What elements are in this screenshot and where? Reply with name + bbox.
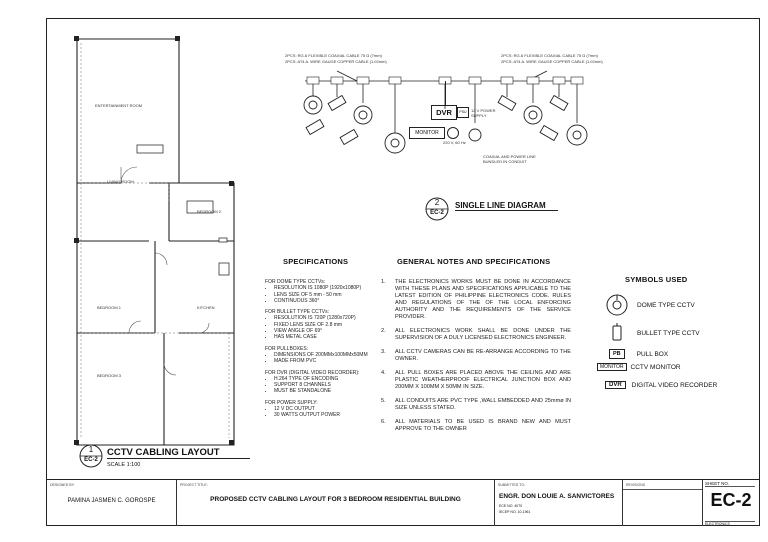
symbol-monitor-label: CCTV MONITOR: [630, 363, 681, 371]
cable-note-right-2: 2PCS: AT4 A. WIRE GAUGE COPPER CABLE (1.02mm): [501, 59, 603, 64]
revisions-label: REVISIONS: [626, 483, 646, 487]
dvr-box: DVR: [431, 105, 457, 120]
spec-group-items: [265, 406, 385, 419]
project-title: PROPOSED CCTV CABLING LAYOUT FOR 3 BEDROOM RESIDENTIAL BUILDING: [210, 496, 461, 503]
general-note-text: THE ELECTRONICS WORKS MUST BE DONE IN ACCORDANCE WITH THESE PLANS AND SPECIFICATIONS APPLICABLE TO THE LATEST EDITION OF PHILIPPINE ELECTRONICS CODE. RULES AND REGULATIONS OF THE OF THE LOCAL ENFORCING AUTHORITY AND THE REQUIREMENTS OF THE SERVICE PROVIDER.: [395, 279, 571, 320]
spec-item: • MUST BE STANDALONE: [274, 388, 385, 394]
sheet-subtitle: ELECTRONICS: [705, 521, 755, 526]
bubble-2-number: 2: [434, 198, 440, 207]
engineer-iecep-no: IECEP NO. 10-1961: [499, 510, 531, 514]
title-block: [47, 479, 759, 526]
dome-camera-icon: [605, 293, 629, 317]
specifications-list: [265, 279, 385, 419]
project-cell: [177, 480, 495, 526]
symbol-monitor: [597, 363, 681, 371]
general-note-text: ALL CCTV CAMERAS CAN BE RE-ARRANGE ACCORDING TO THE OWNER.: [395, 349, 571, 362]
outlet-icon: [447, 127, 459, 139]
project-label: PROJECT TITLE:: [180, 483, 208, 487]
general-note-number: 3.: [381, 349, 386, 355]
general-notes-list: [381, 279, 571, 440]
general-note: [381, 349, 571, 363]
general-note-text: ALL CONDUITS ARE PVC TYPE ,WALL EMBEDDED AND 25mmø IN SIZE UNLESS STATED.: [395, 398, 571, 411]
sheet-number: EC-2: [710, 490, 752, 510]
spec-item: • DIMENSIONS OF 200MMx100MMx50MM: [274, 352, 385, 358]
submitted-label: SUBMITTED TO:: [498, 483, 525, 487]
symbol-dvr-label: DIGITAL VIDEO RECORDER: [631, 381, 718, 389]
general-note-number: 1.: [381, 279, 386, 285]
room-label-kitchen: KITCHEN: [197, 305, 215, 310]
symbol-dome-label: DOME TYPE CCTV: [637, 301, 695, 309]
conduit-note: COAXIAL AND POWER LINE BUNDLED IN CONDUIT: [483, 154, 536, 164]
room-label-bedroom1: BEDROOM 1: [97, 305, 122, 310]
symbols-title: SYMBOLS USED: [625, 275, 688, 284]
designer-label: DESIGNED BY:: [50, 483, 75, 487]
general-note-number: 6.: [381, 419, 386, 425]
specifications-title: SPECIFICATIONS: [283, 257, 349, 266]
spec-item: • LENS SIZE OF 5 mm - 50 mm: [274, 292, 385, 298]
general-notes-title: GENERAL NOTES AND SPECIFICATIONS: [397, 257, 551, 266]
spec-group-heading: FOR DVR (DIGITAL VIDEO RECORDER):: [265, 369, 360, 376]
dvr-drop-line: [445, 81, 446, 105]
spec-item: • VIEW ANGLE OF 69°: [274, 328, 385, 334]
monitor-tag: MONITOR: [597, 363, 627, 371]
designer-name: PAMINA JASMEN C. GOROSPE: [67, 498, 156, 504]
general-note-number: 5.: [381, 398, 386, 404]
spec-group-items: [265, 285, 385, 304]
floor-plan: [69, 33, 269, 463]
spec-item: • FIXED LENS SIZE OF 2.8 mm: [274, 322, 385, 328]
cable-note-right-1: 2PCS: RG-6 FLEXIBLE COAXIAL CABLE 75 Ω (7mm): [501, 53, 598, 58]
general-note-text: ALL PULL BOXES ARE PLACED ABOVE THE CEILING AND ARE PLASTIC WEATHERPROOF ELECTRICAL JUNCTION BOX AND 200MM X 100MM X 50MM IN SIZE.: [395, 370, 571, 390]
general-note-text: ALL ELECTRONICS WORK SHALL BE DONE UNDER THE SUPERVISION OF A DULY LICENSED ELECTRONICS ENGINEER.: [395, 328, 571, 341]
symbol-bullet: [609, 323, 700, 343]
outlet-label: 220 V, 60 Hz: [443, 140, 466, 145]
general-note: [381, 370, 571, 391]
general-note-text: ALL MATERIALS TO BE USED IS BRAND NEW AND MUST APPROVE TO THE OWNER: [395, 419, 571, 432]
room-label-bedroom3: BEDROOM 3: [97, 373, 122, 378]
cable-note-left-1: 2PCS: RG-6 FLEXIBLE COAXIAL CABLE 75 Ω (7mm): [285, 53, 382, 58]
spec-group-heading: FOR POWER SUPPLY:: [265, 399, 318, 406]
spec-group-items: [265, 352, 385, 365]
bullet-camera-icon: [609, 323, 625, 343]
spec-group-heading: FOR PULLBOXES:: [265, 345, 309, 352]
engineer-ece-no: ECE NO. 4070: [499, 504, 523, 508]
bubble-2-sheet: EC-2: [430, 210, 444, 216]
spec-item: • 30 WATTS OUTPUT POWER: [274, 412, 385, 418]
sheet-cell: [703, 480, 759, 526]
room-label-living: LIVING ROOM: [107, 179, 134, 184]
monitor-box: MONITOR: [409, 127, 445, 139]
cable-note-left-2: 2PCS: AT4 A. WIRE GAUGE COPPER CABLE (1.02mm): [285, 59, 387, 64]
bubble-1-sheet: EC-2: [84, 457, 98, 463]
general-note: [381, 419, 571, 433]
symbol-pullbox: [609, 349, 668, 359]
submitted-cell: [495, 480, 623, 526]
engineer-name: ENGR. DON LOUIE A. SANVICTORES: [499, 493, 615, 500]
sheet-label: SHEET NO.: [705, 481, 755, 487]
revisions-cell: [623, 480, 703, 526]
psu-box: PSU: [457, 107, 469, 118]
spec-item: • SUPPORT 8 CHANNELS: [274, 382, 385, 388]
drawing-sheet: [46, 18, 760, 526]
bubble-1-number: 1: [88, 445, 94, 454]
spec-item: • RESOLUTION IS 720P (1280x720P): [274, 315, 385, 321]
spec-item: • RESOLUTION IS 1080P (1920x1080P): [274, 285, 385, 291]
symbol-dome: [605, 293, 695, 317]
general-note-number: 4.: [381, 370, 386, 376]
general-note: [381, 328, 571, 342]
pullbox-tag: PB: [609, 349, 625, 359]
general-note: [381, 398, 571, 412]
spec-group-items: [265, 315, 385, 340]
room-label-bedroom2: BEDROOM 2: [197, 209, 222, 214]
spec-item: • H.264 TYPE OF ENCODING: [274, 376, 385, 382]
spec-item: • HAS METAL CASE: [274, 334, 385, 340]
symbol-dvr: [605, 381, 717, 389]
general-note-number: 2.: [381, 328, 386, 334]
spec-item: • CONTINUOUS 360°: [274, 298, 385, 304]
dvr-tag: DVR: [605, 381, 626, 389]
floor-plan-scale: SCALE 1:100: [107, 462, 141, 468]
symbol-pullbox-label: PULL BOX: [636, 350, 669, 358]
room-label-entertainment: ENTERTAINMENT ROOM: [95, 103, 143, 108]
psu-label: 12 V POWER SUPPLY: [471, 108, 496, 118]
designer-cell: [47, 480, 177, 526]
spec-group-heading: FOR DOME TYPE CCTVs:: [265, 279, 326, 285]
general-note: [381, 279, 571, 321]
spec-group-heading: FOR BULLET TYPE CCTVs:: [265, 309, 329, 316]
symbol-bullet-label: BULLET TYPE CCTV: [637, 329, 700, 337]
spec-item: • 12 V DC OUTPUT: [274, 406, 385, 412]
single-line-title: SINGLE LINE DIAGRAM: [455, 201, 558, 211]
floor-plan-title: CCTV CABLING LAYOUT: [107, 447, 250, 459]
spec-group-items: [265, 376, 385, 395]
spec-item: • MADE FROM PVC: [274, 358, 385, 364]
